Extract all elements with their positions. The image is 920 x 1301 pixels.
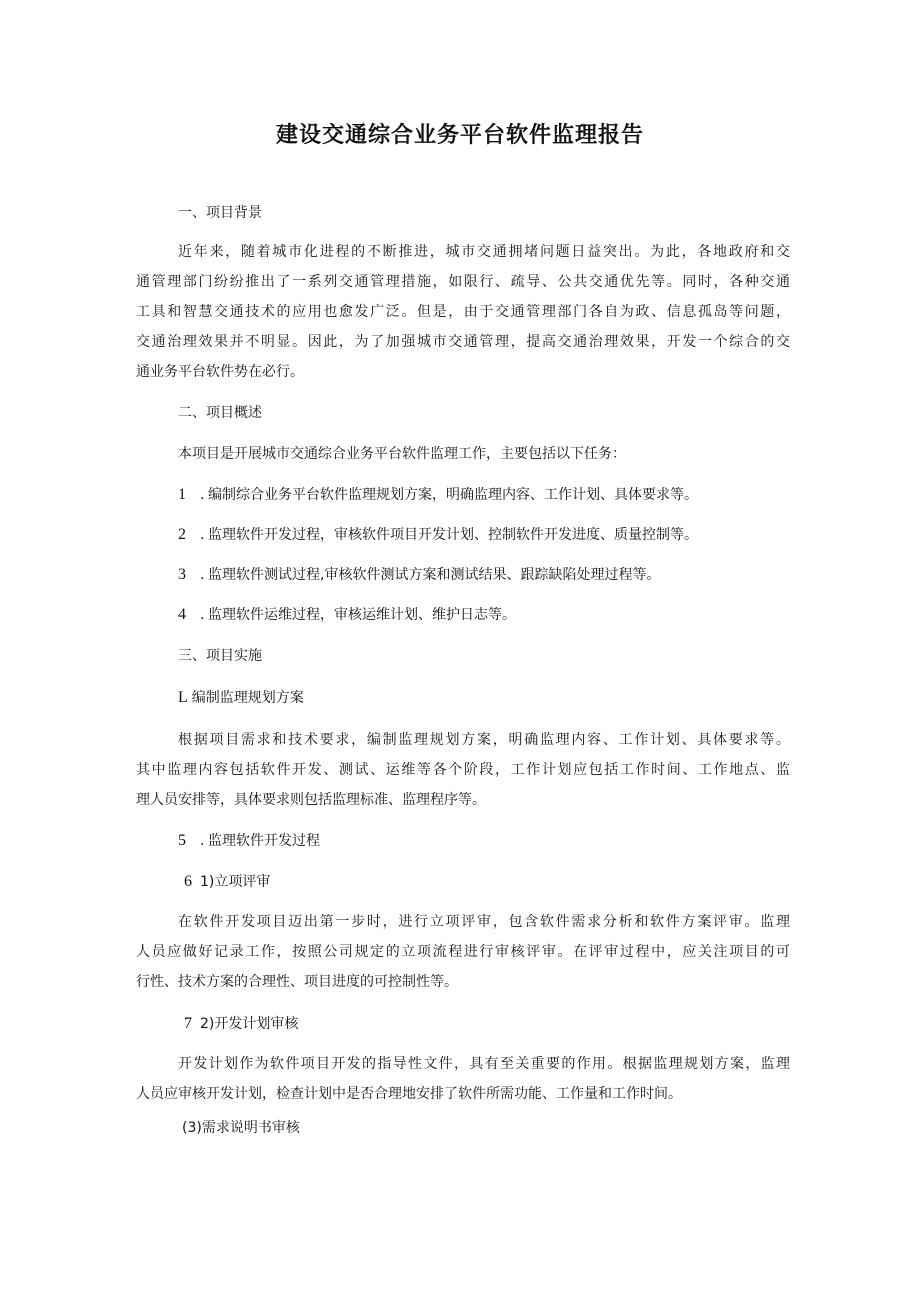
paragraph-line: 本项目是开展城市交通综合业务平台软件监理工作，主要包括以下任务：	[178, 446, 626, 462]
list-item-number: 4	[178, 606, 186, 623]
paragraph-line: 工具和智慧交通技术的应用也愈发广泛。但是，由于交通管理部门各自为政、信息孤岛等问题，	[136, 304, 790, 320]
list-item-number: 1	[178, 486, 186, 503]
paragraph-line: 开发计划作为软件项目开发的指导性文件，具有至关重要的作用。根据监理规划方案，监理	[178, 1056, 790, 1072]
list-item-number: 7	[184, 1015, 192, 1032]
list-item-text: 监理软件运维过程，审核运维计划、维护日志等。	[208, 607, 516, 623]
paragraph-line: 通业务平台软件势在必行。	[136, 364, 304, 380]
list-item-text: 监理软件开发过程，审核软件项目开发计划、控制软件开发进度、质量控制等。	[208, 527, 698, 543]
list-item-number: 3	[178, 566, 186, 583]
list-item-text: 编制综合业务平台软件监理规划方案，明确监理内容、工作计划、具体要求等。	[208, 487, 698, 503]
subsection-marker: L	[178, 689, 188, 706]
list-item-number: 5	[178, 832, 186, 849]
subsection-heading	[178, 688, 304, 708]
paragraph-line: 理人员安排等，具体要求则包括监理标准、监理程序等。	[136, 792, 486, 808]
page-title: 建设交通综合业务平台软件监理报告	[275, 123, 644, 148]
paragraph-line: 近年来，随着城市化进程的不断推进，城市交通拥堵问题日益突出。为此，各地政府和交	[178, 244, 790, 260]
paragraph-line: 通管理部门纷纷推出了一系列交通管理措施，如限行、疏导、公共交通优先等。同时，各种交通	[136, 274, 790, 290]
subsubsection-title: 2)开发计划审核	[200, 1016, 299, 1032]
subsection-heading: 5 . 监理软件开发过程	[178, 832, 320, 849]
list-item: 3 . 监理软件测试过程,审核软件测试方案和测试结果、跟踪缺陷处理过程等。	[178, 566, 661, 583]
paragraph-line: 交通治理效果并不明显。因此，为了加强城市交通管理，提高交通治理效果，开发一个综合的交	[136, 334, 790, 350]
paragraph-line: 人员应审核开发计划，检查计划中是否合理地安排了软件所需功能、工作量和工作时间。	[136, 1086, 682, 1102]
paragraph-line: 人员应做好记录工作，按照公司规定的立项流程进行审核评审。在评审过程中，应关注项目的可	[136, 944, 790, 960]
paragraph-line: 在软件开发项目迈出第一步时，进行立项评审，包含软件需求分析和软件方案评审。监理	[178, 914, 790, 930]
list-item-number: 2	[178, 526, 186, 543]
paragraph-line: 根据项目需求和技术要求，编制监理规划方案，明确监理内容、工作计划、具体要求等。	[178, 732, 790, 748]
subsection-title: 编制监理规划方案	[191, 690, 304, 706]
list-item: 2 . 监理软件开发过程，审核软件项目开发计划、控制软件开发进度、质量控制等。	[178, 526, 698, 543]
list-item: 1 . 编制综合业务平台软件监理规划方案，明确监理内容、工作计划、具体要求等。	[178, 486, 698, 503]
list-item-number: 6	[184, 873, 192, 890]
subsection-title: 监理软件开发过程	[208, 833, 320, 849]
paragraph-line: 其中监理内容包括软件开发、测试、运维等各个阶段，工作计划应包括工作时间、工作地点、监	[136, 762, 790, 778]
paragraph-line: 行性、技术方案的合理性、项目进度的可控制性等。	[136, 974, 458, 990]
subsubsection-title: 1)立项评审	[200, 874, 271, 890]
section-heading-overview: 二、项目概述	[178, 405, 262, 421]
subsubsection-heading: (3)需求说明书审核	[182, 1120, 300, 1136]
section-heading-background: 一、项目背景	[178, 205, 262, 221]
subsubsection-heading	[184, 1014, 298, 1034]
list-item: 4 . 监理软件运维过程，审核运维计划、维护日志等。	[178, 606, 516, 623]
section-heading-implementation: 三、项目实施	[178, 648, 262, 664]
list-item-text: 监理软件测试过程,审核软件测试方案和测试结果、跟踪缺陷处理过程等。	[208, 567, 661, 583]
subsubsection-heading	[184, 872, 270, 892]
